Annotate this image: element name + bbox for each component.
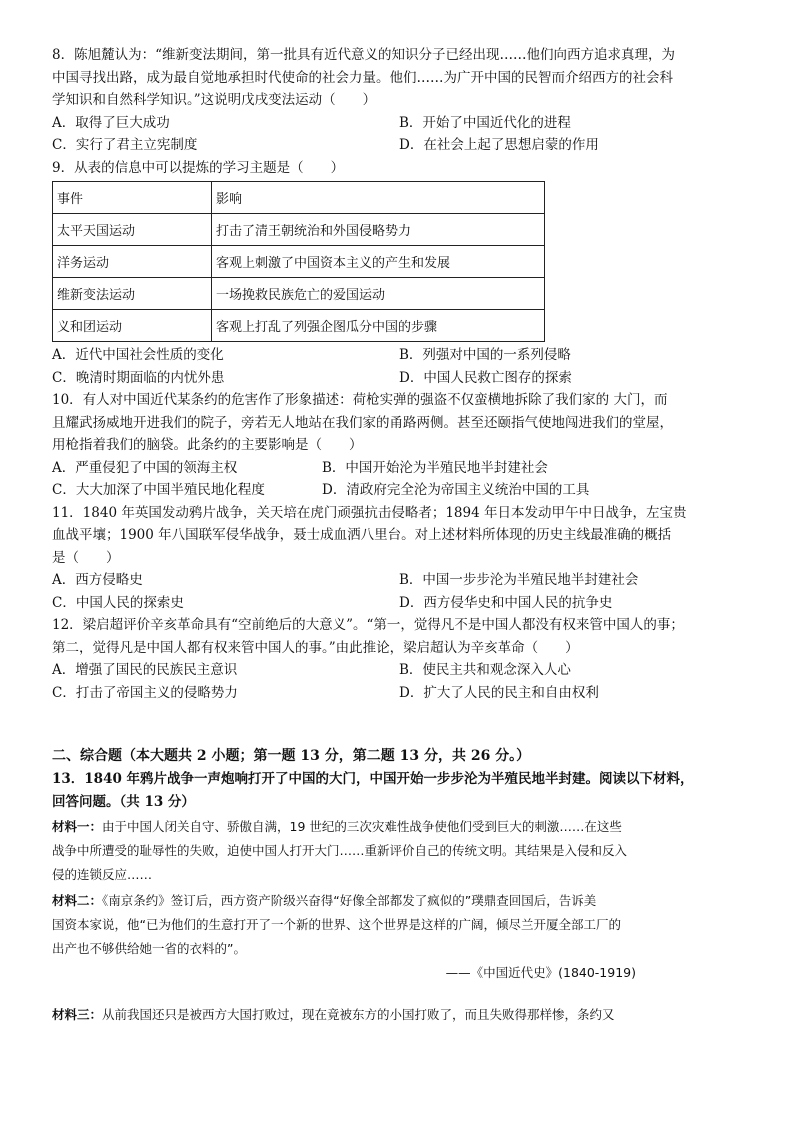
q9-table xyxy=(52,181,545,342)
material-1-line: 由于中国人闭关自守、骄傲自满，19 世纪的三次灾难性战争使他们受到巨大的刺激……在这些 xyxy=(102,819,622,834)
question-8 xyxy=(52,44,746,157)
q8-option-b[interactable]: B．开始了中国近代化的进程 xyxy=(399,114,571,131)
table-cell-impact: 客观上打乱了列强企图瓜分中国的步骤 xyxy=(212,310,545,342)
section-2-title: 二、综合题（本大题共 2 小题；第一题 13 分，第二题 13 分，共 26 分。） xyxy=(52,748,531,764)
table-cell-event: 洋务运动 xyxy=(53,246,212,278)
table-cell-event: 义和团运动 xyxy=(53,310,212,342)
q11-stem-line: 血战平壤；1900 年八国联军侵华战争，聂士成血洒八里台。对上述材料所体现的历史主线最准确的概括 xyxy=(52,527,672,543)
q9-option-a[interactable]: A．近代中国社会性质的变化 xyxy=(52,347,224,363)
material-2-line: 国资本家说，他“已为他们的生意打开了一个新的世界、这个世界是这样的广阔，倾尽兰开厦全部工厂的 xyxy=(52,917,621,932)
question-13 xyxy=(52,768,746,1027)
q10-option-c[interactable]: C．大大加深了中国半殖民地化程度 xyxy=(52,482,265,498)
q10-stem-line: 用枪指着我们的脑袋。此条约的主要影响是（ ） xyxy=(52,437,363,453)
q9-option-d[interactable]: D．中国人民救亡图存的探索 xyxy=(399,369,572,386)
q11-stem-line: 11．1840 年英国发动鸦片战争，关天培在虎门顽强抗击侵略者；1894 年日本发动甲午中日战争，左宝贵 xyxy=(52,504,687,521)
q12-option-b[interactable]: B．使民主共和观念深入人心 xyxy=(399,662,571,678)
table-row xyxy=(53,310,545,342)
question-10 xyxy=(52,389,746,502)
material-1-line: 战争中所遭受的耻辱性的失败，迫使中国人打开大门……重新评价自己的传统文明。其结果是入侵和反入 xyxy=(52,843,628,858)
q13-stem-line: 13．1840 年鸦片战争一声炮响打开了中国的大门，中国开始一步步沦为半殖民地半封建。阅读以下材料， xyxy=(52,771,694,787)
q10-stem-line: 10．有人对中国近代某条约的危害作了形象描述：荷枪实弹的强盗不仅蛮横地拆除了我们家的 大门，而 xyxy=(52,392,668,408)
question-12 xyxy=(52,614,746,704)
table-cell-impact: 打击了清王朝统治和外国侵略势力 xyxy=(212,214,545,246)
table-cell-event: 维新变法运动 xyxy=(53,278,212,310)
question-11 xyxy=(52,502,746,615)
material-2-source: ——《中国近代史》(1840-1919) xyxy=(445,965,636,980)
q9-stem: 9．从表的信息中可以提炼的学习主题是（ ） xyxy=(52,159,345,176)
q11-stem-line: 是（ ） xyxy=(52,549,120,566)
material-1 xyxy=(52,815,746,887)
question-9 xyxy=(52,157,746,390)
q11-option-b[interactable]: B．中国一步步沦为半殖民地半封建社会 xyxy=(399,572,639,588)
q12-option-d[interactable]: D．扩大了人民的民主和自由权利 xyxy=(399,684,599,701)
table-row xyxy=(53,278,545,310)
q12-stem-line: 第二，觉得凡是中国人都有权来管中国人的事。”由此推论，梁启超认为辛亥革命（ ） xyxy=(52,639,579,656)
q12-stem-line: 12．梁启超评价辛亥革命具有“空前绝后的大意义”。“第一，觉得凡不是中国人都没有权来管中国人的事； xyxy=(52,617,684,633)
table-cell-impact: 一场挽救民族危亡的爱国运动 xyxy=(212,278,545,310)
material-2-label: 材料二： xyxy=(52,893,103,908)
table-cell-event: 太平天国运动 xyxy=(53,214,212,246)
material-2-line: 出产也不够供给她一省的衣料的”。 xyxy=(52,941,246,956)
material-1-line: 侵的连锁反应…… xyxy=(52,867,153,882)
q10-stem-line: 且耀武扬威地开进我们的院子，旁若无人地站在我们家的甬路两侧。甚至还颐指气使地闯进我们的堂屋， xyxy=(52,414,673,431)
q8-stem-line: 学知识和自然科学知识。”这说明戊戌变法运动（ ） xyxy=(52,92,377,108)
material-3-label: 材料三： xyxy=(52,1007,103,1022)
material-3-line: 从前我国还只是被西方大国打败过，现在竟被东方的小国打败了，而且失败得那样惨，条约又 xyxy=(102,1007,615,1022)
q8-stem-line: 8．陈旭麓认为：“维新变法期间，第一批具有近代意义的知识分子已经出现……他们向西方追求真理，为 xyxy=(52,47,675,63)
material-2-line: 《南京条约》签订后，西方资产阶级兴奋得“好像全部都发了疯似的”璞鼎查回国后，告诉美 xyxy=(102,893,597,908)
q10-option-a[interactable]: A．严重侵犯了中国的领海主权 xyxy=(52,459,238,476)
table-header-cell: 影响 xyxy=(212,182,545,214)
q8-option-d[interactable]: D．在社会上起了思想启蒙的作用 xyxy=(399,137,599,153)
material-1-label: 材料一： xyxy=(52,819,103,834)
q10-option-b[interactable]: B．中国开始沦为半殖民地半封建社会 xyxy=(322,459,548,476)
table-row xyxy=(53,246,545,278)
table-row xyxy=(53,214,545,246)
q11-option-d[interactable]: D．西方侵华史和中国人民的抗争史 xyxy=(399,594,613,611)
table-header-row xyxy=(53,182,545,214)
q8-option-a[interactable]: A．取得了巨大成功 xyxy=(52,114,170,131)
q8-stem-line: 中国寻找出路，成为最自觉地承担时代使命的社会力量。他们……为广开中国的民智而介绍西方的社会科 xyxy=(52,69,673,86)
q11-option-c[interactable]: C．中国人民的探索史 xyxy=(52,594,184,611)
q12-option-c[interactable]: C．打击了帝国主义的侵略势力 xyxy=(52,684,238,701)
table-cell-impact: 客观上刺激了中国资本主义的产生和发展 xyxy=(212,246,545,278)
material-3 xyxy=(52,1003,746,1027)
q10-option-d[interactable]: D．清政府完全沦为帝国主义统治中国的工具 xyxy=(322,482,590,498)
q8-option-c[interactable]: C．实行了君主立宪制度 xyxy=(52,137,198,153)
q9-option-c[interactable]: C．晚清时期面临的内忧外患 xyxy=(52,369,225,386)
table-header-cell: 事件 xyxy=(53,182,212,214)
q13-stem-line: 回答问题。（共 13 分） xyxy=(52,793,195,810)
exam-page xyxy=(52,44,746,1027)
q9-option-b[interactable]: B．列强对中国的一系列侵略 xyxy=(399,347,571,363)
q11-option-a[interactable]: A．西方侵略史 xyxy=(52,572,143,588)
material-2 xyxy=(52,889,746,961)
q12-option-a[interactable]: A．增强了国民的民族民主意识 xyxy=(52,662,238,678)
